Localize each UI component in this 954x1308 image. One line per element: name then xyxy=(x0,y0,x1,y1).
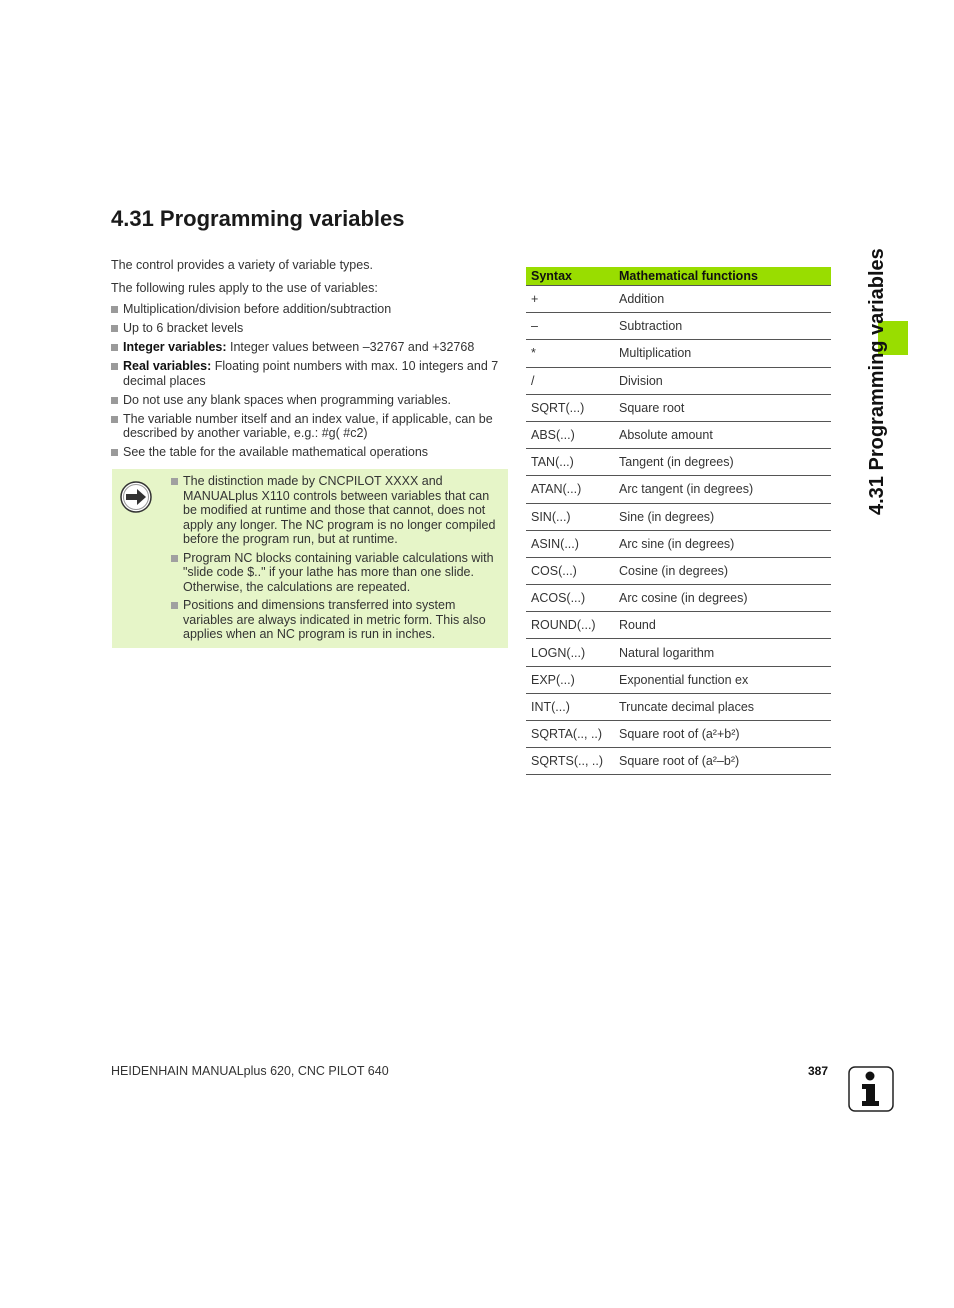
syntax-cell: ATAN(...) xyxy=(526,476,614,503)
rule-item xyxy=(111,412,511,441)
syntax-cell: ACOS(...) xyxy=(526,585,614,612)
syntax-cell: SQRT(...) xyxy=(526,394,614,421)
table-row xyxy=(526,693,831,720)
function-cell: Square root xyxy=(614,394,831,421)
rule-bold: Integer variables: xyxy=(123,340,227,354)
rule-item xyxy=(111,445,511,460)
rule-text: Multiplication/division before addition/subtraction xyxy=(123,302,392,316)
function-cell: Arc tangent (in degrees) xyxy=(614,476,831,503)
math-functions-table xyxy=(526,267,831,775)
function-cell: Multiplication xyxy=(614,340,831,367)
syntax-cell: SQRTA(.., ..) xyxy=(526,721,614,748)
function-cell: Arc cosine (in degrees) xyxy=(614,585,831,612)
rule-text: Integer values between –32767 and +32768 xyxy=(226,340,475,354)
table-row xyxy=(526,530,831,557)
page-title: 4.31 Programming variables xyxy=(111,206,405,231)
table-row xyxy=(526,367,831,394)
table-row xyxy=(526,557,831,584)
rule-item xyxy=(111,393,511,408)
syntax-cell: ROUND(...) xyxy=(526,612,614,639)
info-icon xyxy=(848,1066,894,1112)
syntax-cell: SQRTS(.., ..) xyxy=(526,748,614,775)
note-box xyxy=(112,469,508,648)
table-row xyxy=(526,476,831,503)
syntax-cell: / xyxy=(526,367,614,394)
syntax-cell: SIN(...) xyxy=(526,503,614,530)
table-row xyxy=(526,585,831,612)
function-cell: Round xyxy=(614,612,831,639)
intro-text-2: The following rules apply to the use of variables: xyxy=(111,281,378,295)
intro-text-1: The control provides a variety of variable types. xyxy=(111,258,373,272)
rule-bold: Real variables: xyxy=(123,359,212,373)
arrow-right-icon xyxy=(120,481,152,513)
rule-item xyxy=(111,359,511,388)
function-cell: Truncate decimal places xyxy=(614,693,831,720)
rule-text: Floating point numbers with max. 10 integers and 7 decimal places xyxy=(123,359,499,388)
rule-text: See the table for the available mathematical operations xyxy=(123,445,429,459)
function-cell: Tangent (in degrees) xyxy=(614,449,831,476)
table-row xyxy=(526,639,831,666)
note-item: The distinction made by CNCPILOT XXXX and MANUALplus X110 controls between variables that can be modified at runtime and those that cannot, does not apply any longer. The NC program is no longer compiled before the program run, but at runtime. xyxy=(171,474,499,547)
table-row xyxy=(526,313,831,340)
rule-text: The variable number itself and an index value, if applicable, can be described by another variable, e.g.: #g( #c2) xyxy=(123,411,493,440)
syntax-cell: * xyxy=(526,340,614,367)
function-cell: Sine (in degrees) xyxy=(614,503,831,530)
function-cell: Addition xyxy=(614,286,831,313)
table-row xyxy=(526,340,831,367)
table-row xyxy=(526,612,831,639)
rule-text: Up to 6 bracket levels xyxy=(123,321,244,335)
syntax-cell: COS(...) xyxy=(526,557,614,584)
table-row xyxy=(526,449,831,476)
function-cell: Exponential function ex xyxy=(614,666,831,693)
table-row xyxy=(526,666,831,693)
column-header-syntax: Syntax xyxy=(526,267,614,286)
function-cell: Division xyxy=(614,367,831,394)
syntax-cell: INT(...) xyxy=(526,693,614,720)
table-row xyxy=(526,748,831,775)
side-chapter-title: 4.31 Programming variables xyxy=(866,248,888,515)
function-cell: Square root of (a²+b²) xyxy=(614,721,831,748)
rule-item xyxy=(111,302,511,317)
note-item: Program NC blocks containing variable calculations with "slide code $.." if your lathe has more than one slide. Otherwise, the calculations are repeated. xyxy=(171,551,499,595)
function-cell: Absolute amount xyxy=(614,421,831,448)
note-list xyxy=(171,474,499,646)
table-body xyxy=(526,286,831,775)
column-header-function: Mathematical functions xyxy=(614,267,831,286)
syntax-cell: TAN(...) xyxy=(526,449,614,476)
syntax-cell: EXP(...) xyxy=(526,666,614,693)
table-row xyxy=(526,421,831,448)
function-cell: Natural logarithm xyxy=(614,639,831,666)
function-cell: Arc sine (in degrees) xyxy=(614,530,831,557)
rule-text: Do not use any blank spaces when programming variables. xyxy=(123,392,451,407)
table-header-row xyxy=(526,267,831,286)
syntax-cell: + xyxy=(526,286,614,313)
syntax-cell: ABS(...) xyxy=(526,421,614,448)
note-item: Positions and dimensions transferred into system variables are always indicated in metric form. This also applies when an NC program is run in inches. xyxy=(171,598,499,642)
table-row xyxy=(526,503,831,530)
rules-list xyxy=(111,302,511,464)
syntax-cell: – xyxy=(526,313,614,340)
footer-text: HEIDENHAIN MANUALplus 620, CNC PILOT 640 xyxy=(111,1064,389,1078)
syntax-cell: ASIN(...) xyxy=(526,530,614,557)
syntax-cell: LOGN(...) xyxy=(526,639,614,666)
page-number: 387 xyxy=(808,1064,829,1078)
rule-item xyxy=(111,321,511,336)
table-row xyxy=(526,286,831,313)
function-cell: Subtraction xyxy=(614,313,831,340)
table-row xyxy=(526,394,831,421)
function-cell: Square root of (a²–b²) xyxy=(614,748,831,775)
table-row xyxy=(526,721,831,748)
function-cell: Cosine (in degrees) xyxy=(614,557,831,584)
rule-item xyxy=(111,340,511,355)
